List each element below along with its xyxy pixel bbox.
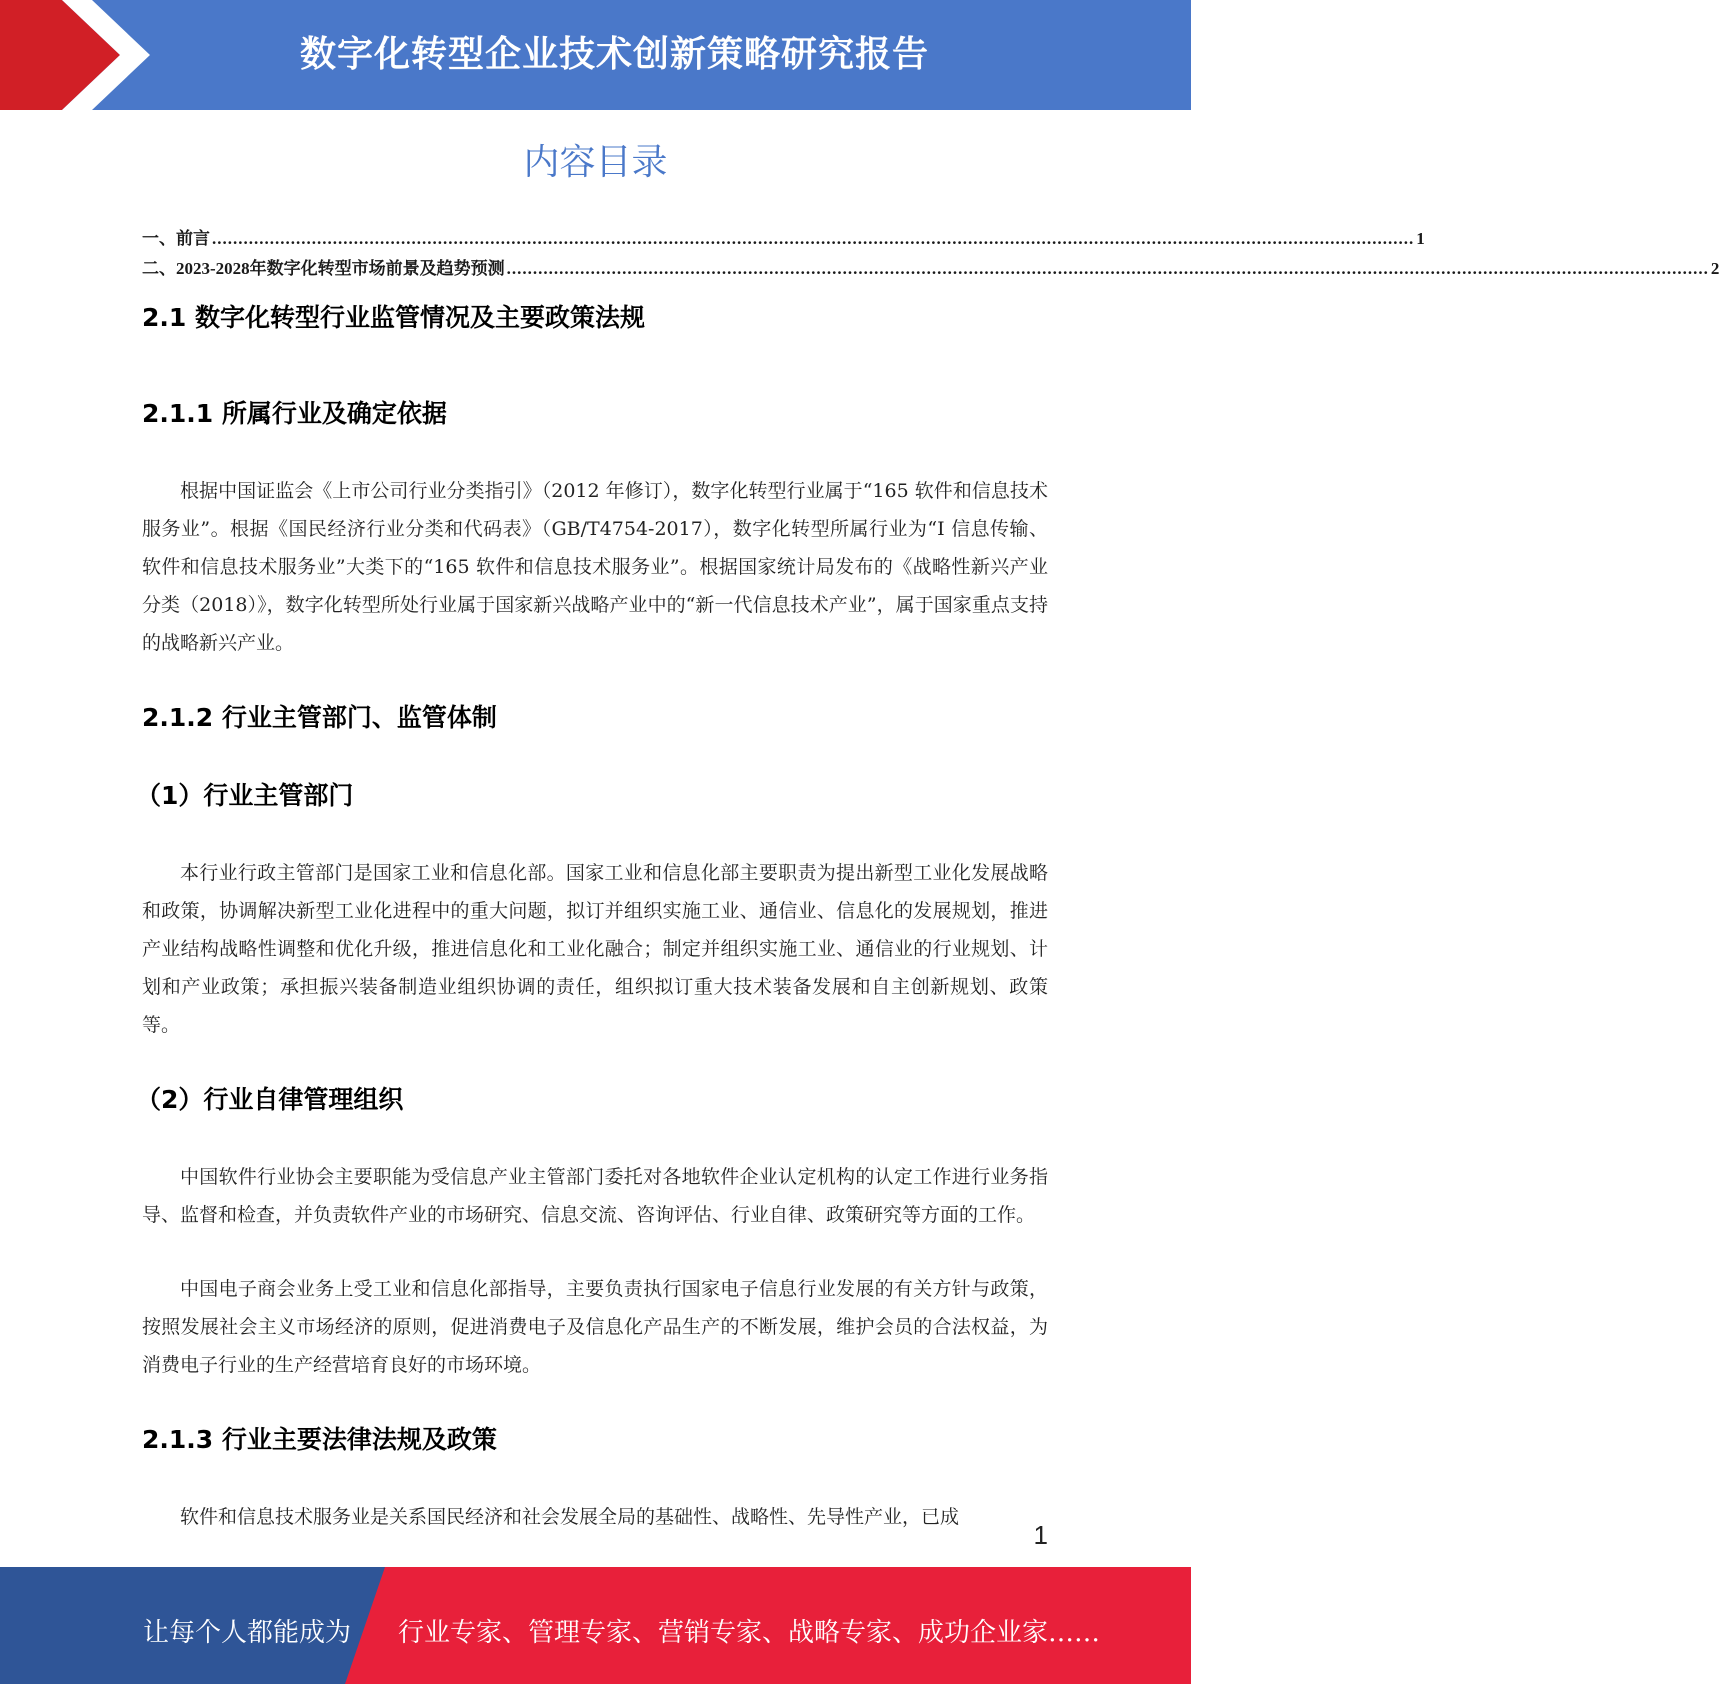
section-heading-2-1-2: 2.1.2 行业主管部门、监管体制 [142,703,497,732]
section-heading-2-1: 2.1 数字化转型行业监管情况及主要政策法规 [142,303,645,332]
paragraph-software-association: 中国软件行业协会主要职能为受信息产业主管部门委托对各地软件企业认定机构的认定工作进行业务指导、监督和检查，并负责软件产业的市场研究、信息交流、咨询评估、行业自律、政策研究等方面的工作。 [142,1166,1048,1226]
subsection-heading-authority: （1）行业主管部门 [136,781,354,810]
footer-slogan-left: 让每个人都能成为 [143,1618,352,1648]
section-heading-2-1-1: 2.1.1 所属行业及确定依据 [142,399,447,428]
toc-leader-dots: ..................................................................................................................................................................................................................................... [212,229,1415,248]
page-number: 1 [1033,1520,1048,1550]
toc-heading: 内容目录 [523,142,668,183]
footer-slogan-right: 行业专家、管理专家、营销专家、战略专家、成功企业家…… [398,1618,1101,1648]
toc-entry-preface[interactable] [142,224,1425,254]
toc-entry-label: 一、前言 [142,229,210,248]
footer-banner [0,1567,1191,1684]
header-banner [0,0,1191,110]
toc-leader-dots: ..................................................................................................................................................................................................................................... [506,259,1709,278]
table-of-contents [142,224,1719,284]
report-title: 数字化转型企业技术创新策略研究报告 [300,34,930,75]
paragraph-authority: 本行业行政主管部门是国家工业和信息化部。国家工业和信息化部主要职责为提出新型工业化发展战略和政策，协调解决新型工业化进程中的重大问题，拟订并组织实施工业、通信业、信息化的发展规划，推进产业结构战略性调整和优化升级，推进信息化和工业化融合；制定并组织实施工业、通信业的行业规划、计划和产业政策；承担振兴装备制造业组织协调的责任，组织拟订重大技术装备发展和自主创新规划、政策等。 [142,862,1048,1036]
paragraph-industry-classification: 根据中国证监会《上市公司行业分类指引》（2012 年修订），数字化转型行业属于“165 软件和信息技术服务业”。根据《国民经济行业分类和代码表》（GB/T4754-2017），数字化转型所属行业为“I 信息传输、软件和信息技术服务业”大类下的“165 软件和信息技术服务业”。根据国家统计局发布的《战略性新兴产业分类（2018）》，数字化转型所处行业属于国家新兴战略产业中的“新一代信息技术产业”，属于国家重点支持的战略新兴产业。 [142,480,1048,654]
toc-entry-page: 2 [1710,259,1719,278]
subsection-heading-self-regulation: （2）行业自律管理组织 [136,1085,404,1114]
paragraph-electronics-chamber: 中国电子商会业务上受工业和信息化部指导，主要负责执行国家电子信息行业发展的有关方针与政策，按照发展社会主义市场经济的原则，促进消费电子及信息化产品生产的不断发展，维护会员的合法权益，为消费电子行业的生产经营培育良好的市场环境。 [142,1278,1048,1376]
section-heading-2-1-3: 2.1.3 行业主要法律法规及政策 [142,1425,497,1454]
toc-entry-page: 1 [1416,229,1425,248]
toc-entry-forecast[interactable] [142,254,1719,284]
toc-entry-label: 二、2023-2028年数字化转型市场前景及趋势预测 [142,259,505,278]
paragraph-laws-policies: 软件和信息技术服务业是关系国民经济和社会发展全局的基础性、战略性、先导性产业，已成 [180,1506,960,1528]
document-body [136,298,1048,1572]
